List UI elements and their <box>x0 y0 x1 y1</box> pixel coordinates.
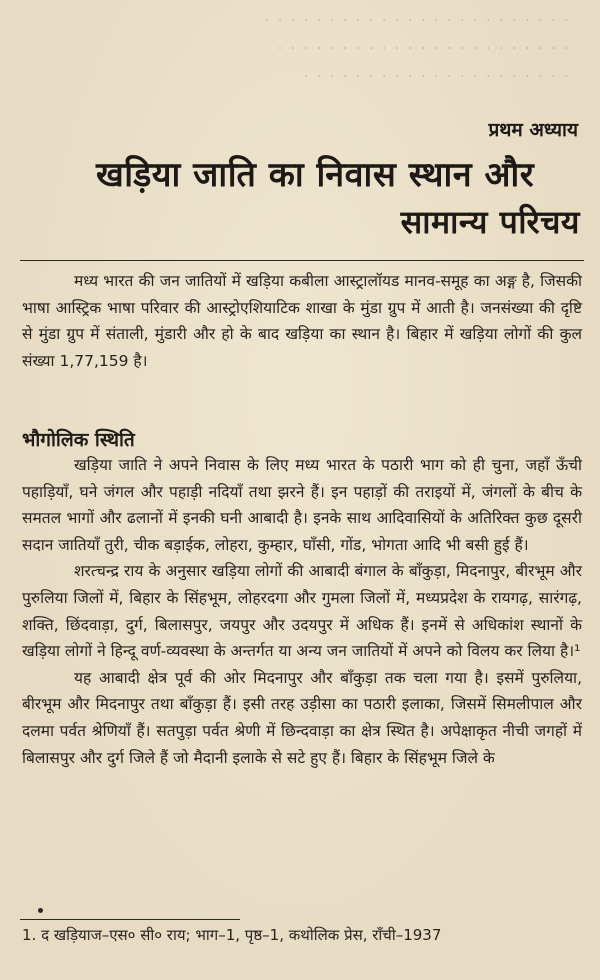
show-through-text: ᛫ ᛫ ᛫ ᛫ ᛫ ᛫ ᛫ ᛫ ᛫ ᛫ ᛫ ᛫ ᛫ ᛫ ᛫ ᛫ ᛫ ᛫ ᛫ ᛫ ᛫ ᛫ ᛫ ᛫ <box>262 14 570 28</box>
chapter-title-line-2: सामान्य परिचय <box>400 203 580 241</box>
paragraph: खड़िया जाति ने अपने निवास के लिए मध्य भारत के पठारी भाग को ही चुना, जहाँ ऊँची पहाड़ियाँ, घने जंगल और पहाड़ी नदियाँ तथा झरने हैं। इन पहाड़ों की तराइयों में, जंगलों के बीच के समतल भागों और ढलानों में इनकी घनी आबादी है। इनके साथ आदिवासियों के अतिरिक्त कुछ दूसरी सदान जातियाँ तुरी, चीक बड़ाईक, लोहरा, कुम्हार, घाँसी, गोंड, भोगता आदि भी बसी हुई हैं। <box>22 456 582 554</box>
footnote-divider <box>20 919 240 920</box>
show-through-text: ᛫ ᛫ ᛫ ᛫ ᛫ ᛫ ᛫ ᛫ ᛫ ᛫ ᛫ ᛫ ᛫ ᛫ ᛫ ᛫ ᛫ ᛫ ᛫ ᛫ ᛫ <box>301 70 570 84</box>
section-heading: भौगोलिक स्थिति <box>22 429 135 451</box>
chapter-title-line-1: खड़िया जाति का निवास स्थान और <box>96 155 535 195</box>
chapter-label: प्रथम अध्याय <box>488 119 578 141</box>
show-through-text: ᛫ ᛫ ᛫ ᛫ ᛫ ᛫ ᛫ ᛫ ᛫ ᛫ ᛫ ᛫ ᛫ ᛫ ᛫ ᛫ ᛫ ᛫ ᛫ ᛫ ᛫ ᛫ ᛫ <box>275 42 570 56</box>
paragraph: शरत्चन्द्र राय के अनुसार खड़िया लोगों की आबादी बंगाल के बाँकुड़ा, मिदनापुर, बीरभूम और पुरुलिया जिलों में, बिहार के सिंहभूम, लोहरदगा और गुमला जिलों में, मध्यप्रदेश के रायगढ़, सारंगढ़, शक्ति, छिंदवाड़ा, दुर्ग, बिलासपुर, जयपुर और उदयपुर में अधिक हैं। इनमें से अधिकांश स्थानों के खड़िया लोगों ने हिन्दू वर्ण-व्यवस्था के अन्तर्गत या अन्य जन जातियों में अपने को विलय कर लिया है।¹ <box>22 562 582 661</box>
ink-dot <box>38 908 43 913</box>
paragraph: यह आबादी क्षेत्र पूर्व की ओर मिदनापुर और बाँकुड़ा तक चला गया है। इसमें पुरुलिया, बीरभूम और मिदनापुर तथा बाँकुड़ा हैं। इसी तरह उड़ीसा का पठारी इलाका, जिसमें सिमलीपाल और दलमा पर्वत श्रेणियाँ हैं। सतपुड़ा पर्वत श्रेणी में छिन्दवाड़ा का क्षेत्र स्थित है। अपेक्षाकृत नीची जगहों में बिलासपुर और दुर्ग जिले हैं जो मैदानी इलाके से सटे हुए हैं। बिहार के सिंहभूम जिले के <box>22 668 582 767</box>
main-text-block <box>22 452 582 771</box>
intro-block <box>22 268 582 374</box>
title-divider <box>20 260 584 261</box>
footnote: 1. द खड़ियाज–एस० सी० राय; भाग–1, पृष्ठ–1, कथोलिक प्रेस, राँची–1937 <box>22 926 442 944</box>
intro-paragraph: मध्य भारत की जन जातियों में खड़िया कबीला आस्ट्रालॉयड मानव-समूह का अङ्ग है, जिसकी भाषा आस्ट्रिक भाषा परिवार की आस्ट्रोएशियाटिक शाखा के मुंडा ग्रुप में आती है। जनसंख्या की दृष्टि से मुंडा ग्रुप में संताली, मुंडारी और हो के बाद खड़िया का स्थान है। बिहार में खड़िया लोगों की कुल संख्या 1,77,159 है। <box>22 272 582 370</box>
